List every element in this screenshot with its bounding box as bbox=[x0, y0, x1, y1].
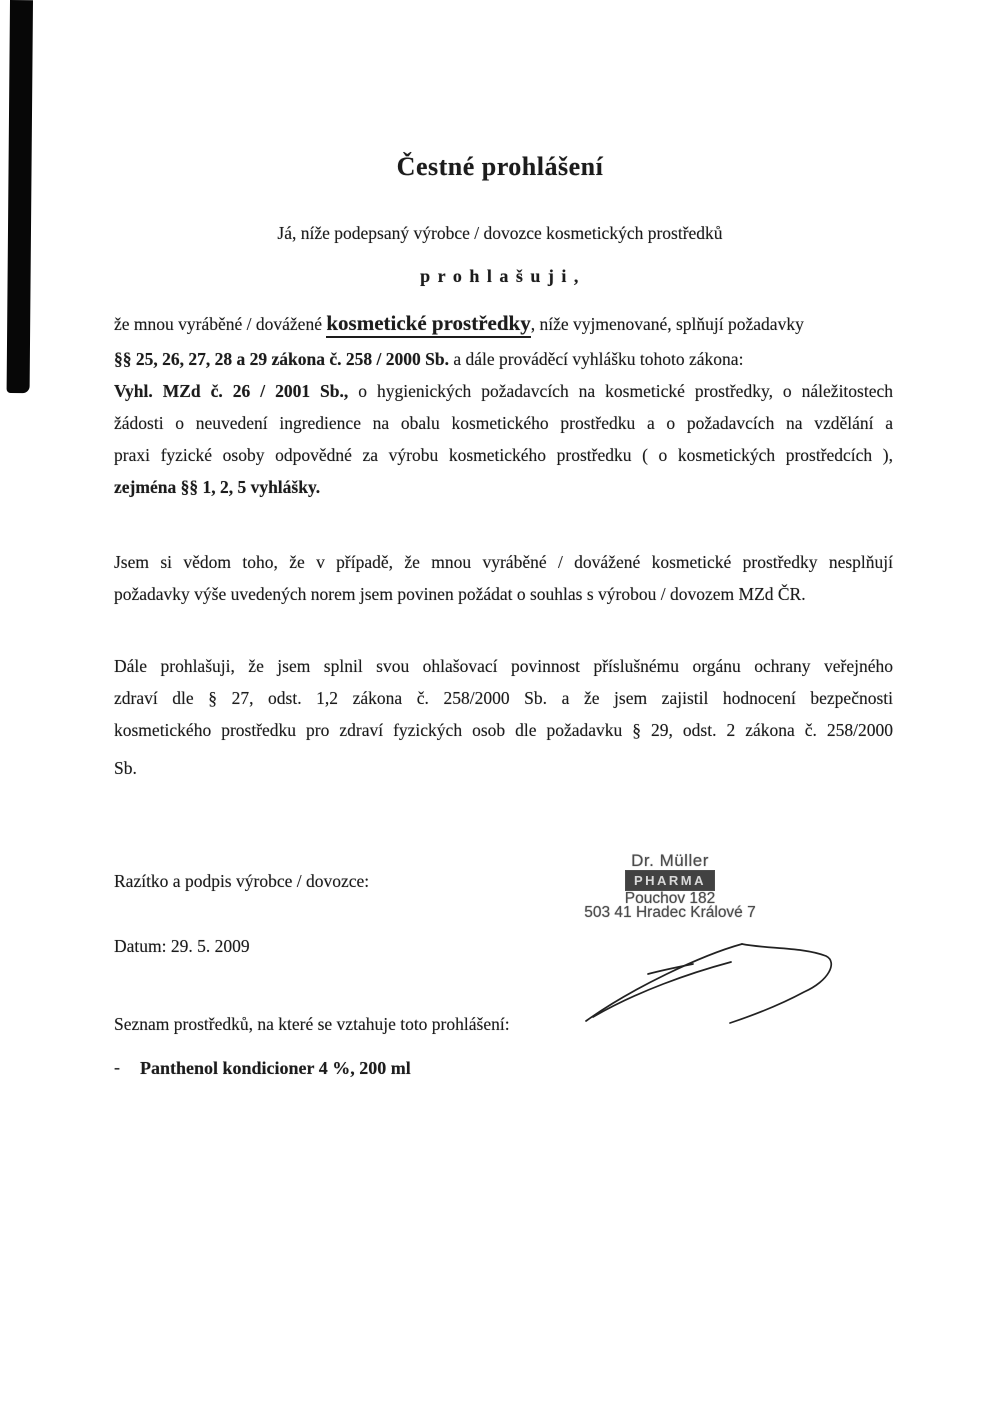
decree-reference-bold: Vyhl. MZd č. 26 / 2001 Sb., bbox=[114, 381, 359, 401]
declaration-word: p r o h l a š u j i , bbox=[420, 266, 580, 286]
paragraph3-line1: Dále prohlašuji, že jsem splnil svou ohlašovací povinnost příslušnému orgánu ochrany veřejného bbox=[114, 656, 893, 676]
list-item-product-name: Panthenol kondicioner 4 %, 200 ml bbox=[140, 1058, 411, 1078]
paragraph1-line6: zejména §§ 1, 2, 5 vyhlášky. bbox=[114, 477, 321, 497]
law-reference-bold: §§ 25, 26, 27, 28 a 29 zákona č. 258 / 2000 Sb. bbox=[114, 349, 454, 369]
scan-artifact-bar bbox=[7, 0, 33, 393]
paragraph1-line1-post: , níže vyjmenované, splňují požadavky bbox=[530, 314, 804, 334]
paragraph1-line3 bbox=[114, 381, 893, 402]
stamp-street: Pouchov 182 bbox=[624, 890, 716, 907]
paragraph3-line2: zdraví dle § 27, odst. 1,2 zákona č. 258/2000 Sb. a že jsem zajistil hodnocení bezpečnosti bbox=[114, 688, 893, 708]
paragraph2-line2: požadavky výše uvedených norem jsem povinen požádat o souhlas s výrobou / dovozem MZd ČR. bbox=[114, 584, 806, 604]
date-line: Datum: 29. 5. 2009 bbox=[114, 936, 250, 956]
page-title: Čestné prohlášení bbox=[396, 152, 604, 181]
stamp-caption: Razítko a podpis výrobce / dovozce: bbox=[114, 871, 370, 891]
highlighted-term: kosmetické prostředky bbox=[326, 311, 530, 338]
intro-line: Já, níže podepsaný výrobce / dovozce kosmetických prostředků bbox=[277, 223, 723, 243]
paragraph1-line2-rest: a dále prováděcí vyhlášku tohoto zákona: bbox=[453, 349, 744, 369]
paragraph2-line1: Jsem si vědom toho, že v případě, že mnou vyráběné / dovážené kosmetické prostředky nesplňují bbox=[114, 552, 893, 572]
product-list-heading: Seznam prostředků, na které se vztahuje toto prohlášení: bbox=[114, 1014, 510, 1034]
paragraph1-line3-rest: o hygienických požadavcích na kosmetické prostředky, o náležitostech bbox=[358, 381, 893, 401]
paragraph3-line4: Sb. bbox=[114, 758, 137, 778]
paragraph1-line5: praxi fyzické osoby odpovědné za výrobu kosmetického prostředku ( o kosmetických prostředcích ), bbox=[114, 445, 893, 465]
handwritten-signature bbox=[520, 928, 940, 1060]
list-item-marker: - bbox=[114, 1057, 120, 1077]
company-stamp bbox=[540, 852, 800, 920]
stamp-city: 503 41 Hradec Králové 7 bbox=[584, 904, 756, 921]
paragraph1-line1-pre: že mnou vyráběné / dovážené bbox=[114, 314, 327, 334]
paragraph3-line3: kosmetického prostředku pro zdraví fyzických osob dle požadavku § 29, odst. 2 zákona č. 258/2000 bbox=[114, 720, 893, 740]
paragraph1-line1 bbox=[114, 310, 893, 337]
stamp-pharma-box: PHARMA bbox=[626, 871, 714, 890]
stamp-company-name: Dr. Müller bbox=[631, 851, 709, 870]
paragraph1-line2 bbox=[114, 349, 893, 370]
paragraph1-line4: žádosti o neuvedení ingredience na obalu kosmetického prostředku a o požadavcích na vzdělání a bbox=[114, 413, 893, 433]
